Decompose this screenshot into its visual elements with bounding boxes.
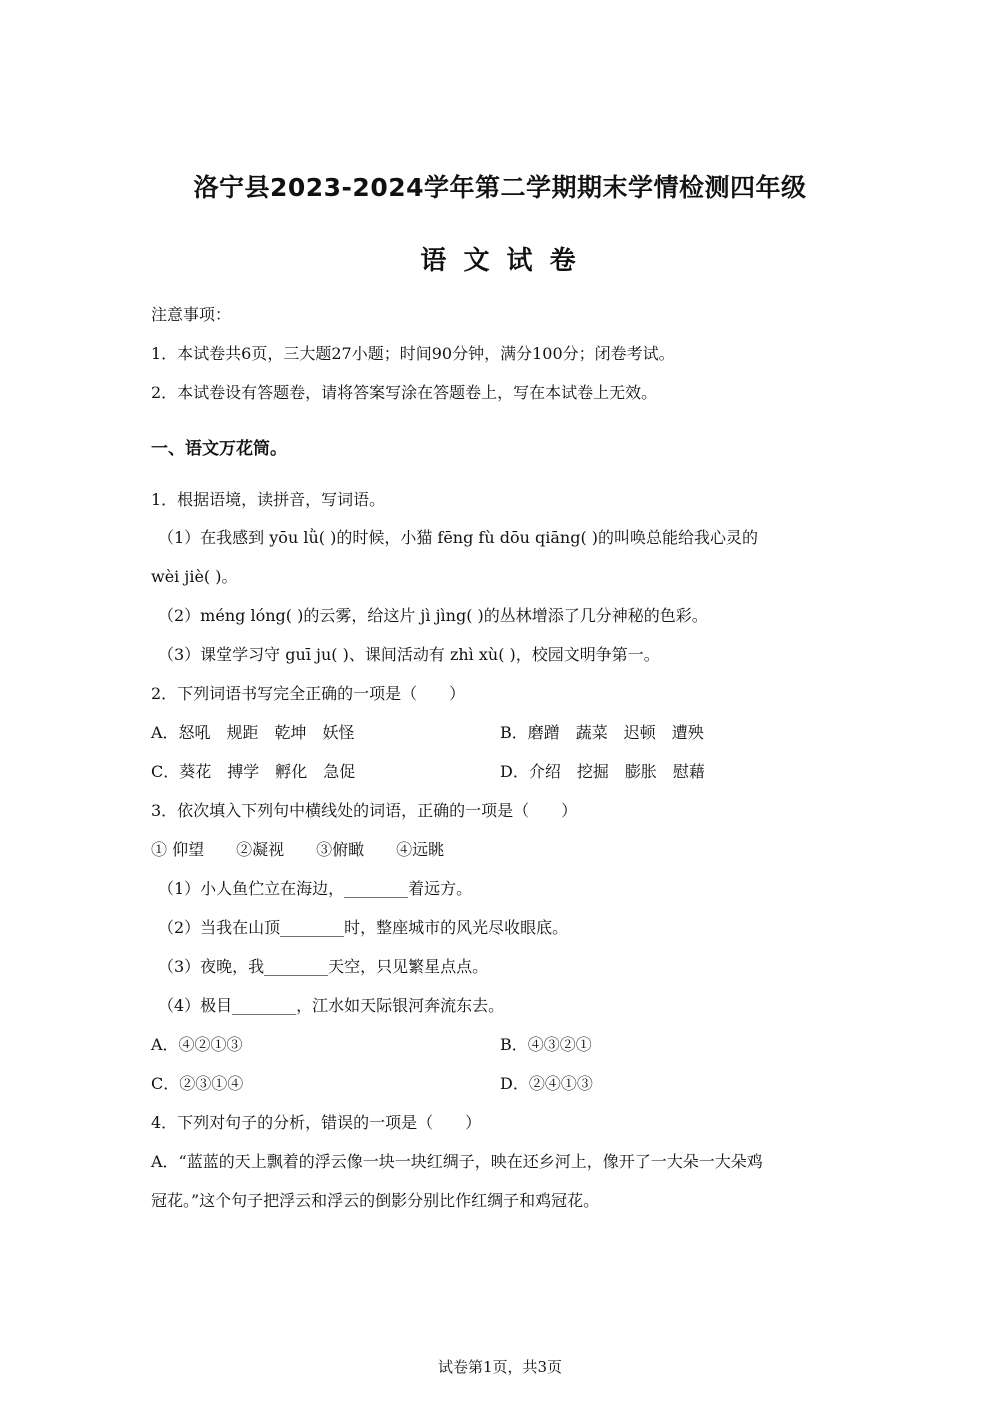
q2-option-c: C．葵花 搏学 孵化 急促 (151, 762, 356, 781)
q3-option-b: B．④③②① (500, 1035, 592, 1054)
exam-subtitle: 语 文 试 卷 (420, 246, 580, 276)
q3-option-a: A．④②①③ (151, 1035, 243, 1054)
notice-heading: 注意事项： (151, 305, 232, 324)
q3-sub1: （1）小人鱼伫立在海边，________着远方。 (158, 879, 473, 898)
q3-option-c: C．②③①④ (151, 1074, 244, 1093)
q3-sub2: （2）当我在山顶________时，整座城市的风光尽收眼底。 (158, 918, 569, 937)
q4-option-a-line2: 冠花。”这个句子把浮云和浮云的倒影分别比作红绸子和鸡冠花。 (151, 1191, 600, 1210)
notice-item-2: 2．本试卷设有答题卷，请将答案写涂在答题卷上，写在本试卷上无效。 (151, 383, 658, 402)
q2-option-d: D．介绍 挖掘 膨胀 慰藉 (500, 762, 705, 781)
q3-word-list: ① 仰望 ②凝视 ③俯瞰 ④远眺 (151, 840, 445, 859)
q3-sub4: （4）极目________，江水如天际银河奔流东去。 (158, 996, 505, 1015)
q1-sub2: （2）méng lóng( )的云雾，给这片 jì jìng( )的丛林增添了几分神秘的色彩。 (158, 606, 708, 625)
q2-option-a: A．怒吼 规距 乾坤 妖怪 (151, 723, 355, 742)
exam-title: 洛宁县2023-2024学年第二学期期末学情检测四年级 (193, 173, 807, 202)
q1-sub3: （3）课堂学习守 guī ju( )、课间活动有 zhì xù( )，校园文明争第一。 (158, 645, 660, 664)
q4-stem: 4．下列对句子的分析，错误的一项是（ ） (151, 1113, 482, 1132)
q1-sub1-line1: （1）在我感到 yōu lǜ( )的时候，小猫 fēng fù dōu qiāng( )的叫唤总能给我心灵的 (158, 528, 759, 547)
q3-option-d: D．②④①③ (500, 1074, 593, 1093)
section-heading-1: 一、语文万花筒。 (151, 439, 287, 459)
q3-sub3: （3）夜晚，我________天空，只见繁星点点。 (158, 957, 489, 976)
page-footer: 试卷第1页，共3页 (437, 1358, 563, 1376)
q1-sub1-line2: wèi jiè( )。 (151, 567, 238, 586)
q3-stem: 3．依次填入下列句中横线处的词语，正确的一项是（ ） (151, 801, 578, 820)
q2-option-b: B．磨蹭 蔬菜 迟顿 遭殃 (500, 723, 704, 742)
notice-item-1: 1．本试卷共6页，三大题27小题；时间90分钟，满分100分；闭卷考试。 (151, 344, 675, 363)
q4-option-a-line1: A．“蓝蓝的天上飘着的浮云像一块一块红绸子，映在还乡河上，像开了一大朵一大朵鸡 (151, 1152, 763, 1171)
q1-stem: 1．根据语境，读拼音，写词语。 (151, 490, 386, 509)
q2-stem: 2．下列词语书写完全正确的一项是（ ） (151, 684, 466, 703)
